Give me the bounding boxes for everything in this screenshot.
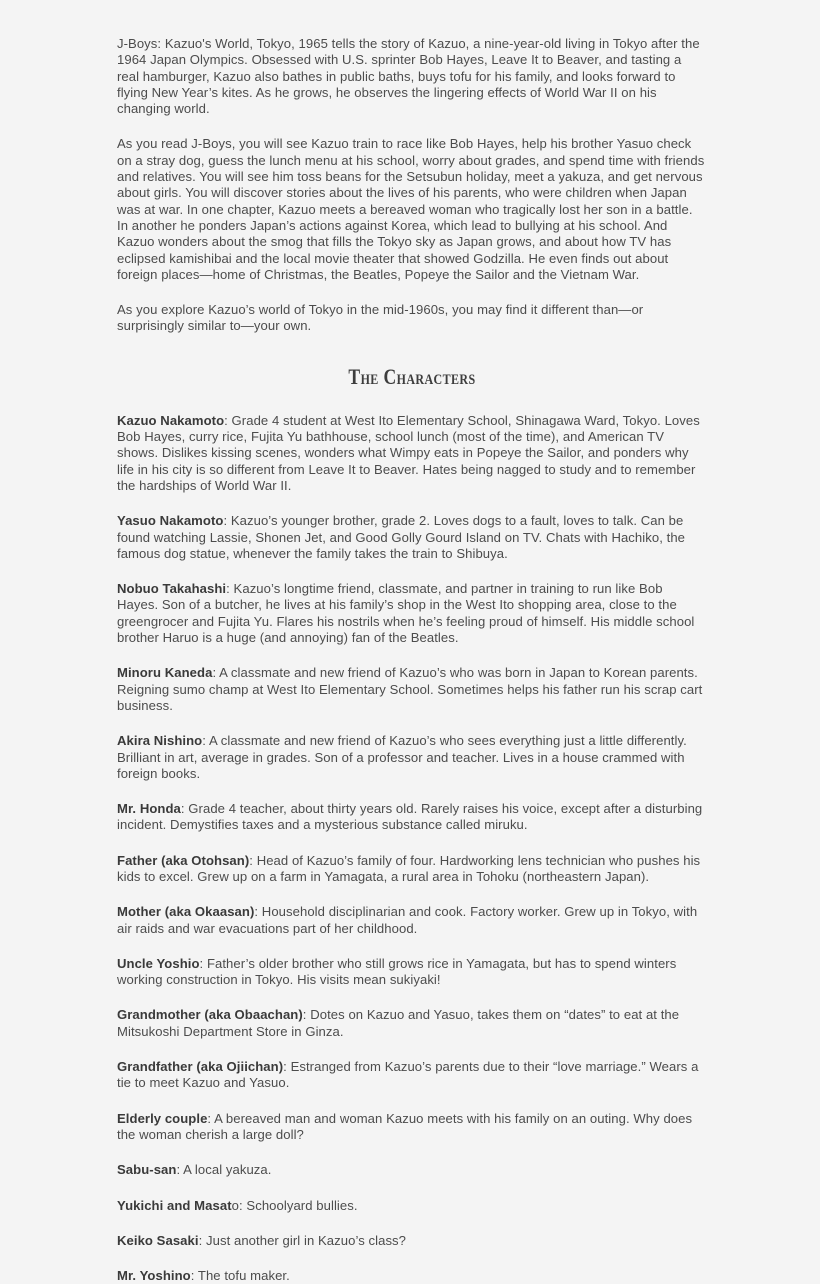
character-name: Grandmother (aka Obaachan) xyxy=(117,1007,303,1023)
character-name: Elderly couple xyxy=(117,1110,208,1126)
character-name: Nobuo Takahashi xyxy=(117,581,227,597)
character-description: : Estranged from Kazuo’s parents due to their “love marriage.” Wears a tie to meet Kazuo and Yasuo. xyxy=(117,1059,699,1091)
character-description: : Schoolyard bullies. xyxy=(239,1197,358,1213)
character-entry xyxy=(117,801,707,834)
character-description: : Grade 4 teacher, about thirty years old. Rarely raises his voice, except after a disturbing incident. Demystifies taxes and a mysterious substance called miruku. xyxy=(117,801,703,833)
characters-list xyxy=(117,413,707,1284)
character-name: Sabu-san xyxy=(117,1162,177,1178)
character-description: : A classmate and new friend of Kazuo’s who sees everything just a little differently. Brilliant in art, average in grades. Son of a professor and teacher. Lives in a house crammed with foreign books. xyxy=(117,733,687,781)
character-name-tail: o xyxy=(231,1197,239,1213)
character-description: : Head of Kazuo’s family of four. Hardworking lens technician who pushes his kids to excel. Grew up on a farm in Yamagata, a rural area in Tohoku (northeastern Japan). xyxy=(117,852,701,884)
character-description: : The tofu maker. xyxy=(190,1268,290,1284)
character-description: : Kazuo’s younger brother, grade 2. Loves dogs to a fault, loves to talk. Can be found watching Lassie, Shonen Jet, and Good Golly Gourd Island on TV. Chats with Hachiko, the famous dog statue, whenever the family takes the train to Shibuya. xyxy=(117,513,686,561)
character-entry xyxy=(117,665,707,714)
character-name: Mother (aka Okaasan) xyxy=(117,904,255,920)
character-entry xyxy=(117,413,707,494)
character-description: : A local yakuza. xyxy=(176,1162,272,1178)
character-description: : Household disciplinarian and cook. Factory worker. Grew up in Tokyo, with air raids and war evacuations part of her childhood. xyxy=(117,904,698,936)
character-name: Mr. Honda xyxy=(117,801,181,817)
character-description: : A bereaved man and woman Kazuo meets with his family on an outing. Why does the woman cherish a large doll? xyxy=(117,1110,693,1142)
character-entry xyxy=(117,853,707,886)
character-entry xyxy=(117,1233,707,1249)
character-entry xyxy=(117,513,707,562)
character-description: : A classmate and new friend of Kazuo’s who was born in Japan to Korean parents. Reigning sumo champ at West Ito Elementary School. Sometimes helps his father run his scrap cart business. xyxy=(117,665,703,713)
character-entry xyxy=(117,1111,707,1144)
character-name: Mr. Yoshino xyxy=(117,1268,191,1284)
document-content xyxy=(117,36,707,1284)
character-entry xyxy=(117,733,707,782)
character-name: Grandfather (aka Ojiichan) xyxy=(117,1059,284,1075)
character-description: : Kazuo’s longtime friend, classmate, and partner in training to run like Bob Hayes. Son of a butcher, he lives at his family’s shop in the West Ito shopping area, close to the greengrocer and Fujita Yu. Flares his nostrils when he’s feeling proud of himself. His middle school brother Haruo is a huge (and annoying) fan of the Beatles. xyxy=(117,581,695,646)
character-name: Uncle Yoshio xyxy=(117,955,200,971)
intro-paragraph-1: J-Boys: Kazuo's World, Tokyo, 1965 tells the story of Kazuo, a nine-year-old living in Tokyo after the 1964 Japan Olympics. Obsessed with U.S. sprinter Bob Hayes, Leave It to Beaver, and tasting a real hamburger, Kazuo also bathes in public baths, buys tofu for his family, and looks forward to flying New Year’s kites. As he grows, he observes the lingering effects of World War II on his changing world. xyxy=(117,36,700,117)
intro-section xyxy=(117,36,707,335)
character-name: Minoru Kaneda xyxy=(117,665,213,681)
character-name: Father (aka Otohsan) xyxy=(117,852,250,868)
section-heading-the-characters: The Characters xyxy=(348,363,476,389)
character-entry xyxy=(117,1059,707,1092)
intro-paragraph-3: As you explore Kazuo’s world of Tokyo in the mid-1960s, you may find it different than—or surprisingly similar to—your own. xyxy=(117,302,644,334)
character-entry xyxy=(117,1268,707,1284)
character-entry xyxy=(117,904,707,937)
character-description: : Father’s older brother who still grows rice in Yamagata, but has to spend winters working construction in Tokyo. His visits mean sukiyaki! xyxy=(117,955,677,988)
intro-paragraph-2: As you read J-Boys, you will see Kazuo train to race like Bob Hayes, help his brother Yasuo check on a stray dog, guess the lunch menu at his school, worry about grades, and spend time with friends and relatives. You will see him toss beans for the Setsubun holiday, meet a yakuza, and get nervous about girls. You will discover stories about the lives of his parents, who were children when Japan was at war. In one chapter, Kazuo meets a bereaved woman who tragically lost her son in a battle. In another he ponders Japan’s actions against Korea, which lead to bullying at his school. And Kazuo wonders about the smog that fills the Tokyo sky as Japan grows, and about how TV has eclipsed kamishibai and the local movie theater that showed Godzilla. He even finds out about foreign places—home of Christmas, the Beatles, Popeye the Sailor and the Vietnam War. xyxy=(117,136,705,282)
character-description: : Just another girl in Kazuo’s class? xyxy=(198,1232,407,1248)
character-entry xyxy=(117,1007,707,1040)
character-description: : Dotes on Kazuo and Yasuo, takes them on “dates” to eat at the Mitsukoshi Department Store in Ginza. xyxy=(117,1007,680,1039)
character-name: Kazuo Nakamoto xyxy=(117,412,225,428)
character-name: Yukichi and Masat xyxy=(117,1197,232,1213)
character-entry xyxy=(117,581,707,646)
character-entry xyxy=(117,1162,707,1178)
character-name: Yasuo Nakamoto xyxy=(117,513,224,529)
character-name: Keiko Sasaki xyxy=(117,1232,199,1248)
character-name: Akira Nishino xyxy=(117,733,203,749)
character-entry xyxy=(117,1198,707,1214)
character-description: : Grade 4 student at West Ito Elementary School, Shinagawa Ward, Tokyo. Loves Bob Hayes, curry rice, Fujita Yu bathhouse, school lunch (most of the time), and American TV shows. Dislikes kissing scenes, wonders what Wimpy eats in Popeye the Sailor, and ponders why life in his city is so different from Leave It to Beaver. Hates being nagged to study and to remember the hardships of World War II. xyxy=(117,412,700,493)
character-entry xyxy=(117,956,707,989)
